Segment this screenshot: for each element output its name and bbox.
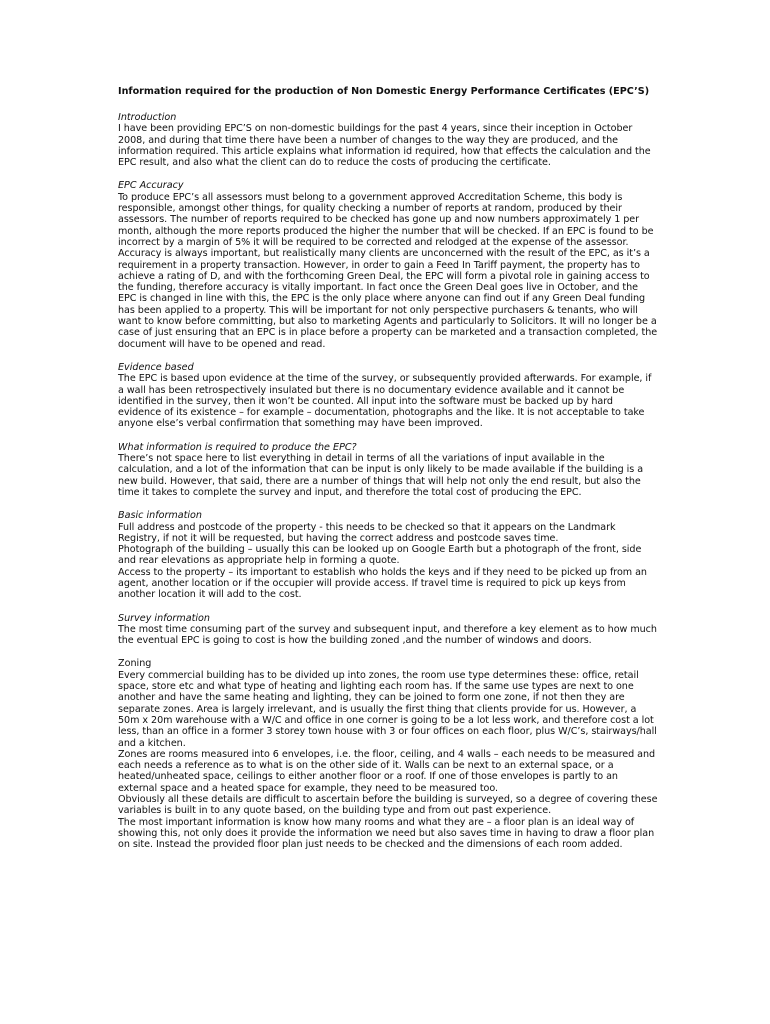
section-survey-information <box>118 613 658 647</box>
section-basic-information <box>118 510 658 600</box>
paragraph: To produce EPC’s all assessors must belong to a government approved Accreditation Scheme, this body is responsible, amongst other things, for quality checking a number of reports at random, produced by their assessors. The number of reports required to be checked has gone up and now numbers approximately 1 per month, although the more reports produced the higher the number that will be checked. If an EPC is found to be incorrect by a margin of 5% it will be required to be corrected and relodged at the expense of the assessor. <box>118 191 654 248</box>
section-heading: Evidence based <box>118 361 194 373</box>
paragraph: Obviously all these details are difficult to ascertain before the building is surveyed, so a degree of covering these variables is built in to any quote based, on the building type and from out past experience. <box>118 794 658 817</box>
section-heading: Survey information <box>118 612 210 624</box>
section-heading: What information is required to produce the EPC? <box>118 441 357 453</box>
paragraph: Full address and postcode of the property - this needs to be checked so that it appears on the Landmark Registry, if not it will be requested, but having the correct address and postcode saves time. <box>118 521 616 544</box>
section-heading: EPC Accuracy <box>118 180 184 192</box>
section-heading: Zoning <box>118 658 152 670</box>
section-heading: Introduction <box>118 112 177 123</box>
paragraph: Every commercial building has to be divided up into zones, the room use type determines these: office, retail space, store etc and what type of heating and lighting each room has. If the same use types are next to one another and have the same heating and lighting, they can be joined to form one zone, if not then they are separate zones. Area is largely irrelevant, and is usually the first thing that clients provide for us. However, a 50m x 20m warehouse with a W/C and office in one corner is going to be a lot less work, and therefore cost a lot less, than an office in a former 3 storey town house with 3 or four offices on each floor, plus W/C’s, stairways/hall and a kitchen. <box>118 669 657 749</box>
paragraph: The most important information is know how many rooms and what they are – a floor plan is an ideal way of showing this, not only does it provide the information we need but also saves time in having to draw a floor plan on site. Instead the provided floor plan just needs to be checked and the dimensions of each room added. <box>118 816 655 851</box>
section-epc-accuracy <box>118 180 658 349</box>
paragraph: The EPC is based upon evidence at the time of the survey, or subsequently provided afterwards. For example, if a wall has been retrospectively insulated but there is no documentary evidence available and it cannot be identified in the survey, then it won’t be counted. All input into the software must be backed up by hard evidence of its existence – for example – documentation, photographs and the like. It is not acceptable to take anyone else’s verbal confirmation that something may have been improved. <box>118 373 652 430</box>
paragraph: Photograph of the building – usually this can be looked up on Google Earth but a photograph of the front, side and rear elevations as appropriate help in forming a quote. <box>118 544 642 567</box>
section-information-required <box>118 442 658 498</box>
section-zoning <box>118 658 658 850</box>
section-evidence-based <box>118 362 658 430</box>
document-page <box>118 86 658 863</box>
paragraph: I have been providing EPC’S on non-domestic buildings for the past 4 years, since their inception in October 2008, and during that time there have been a number of changes to the way they are produced, and the information required. This article explains what information id required, how that effects the calculation and the EPC result, and also what the client can do to reduce the costs of producing the certificate. <box>118 123 651 169</box>
paragraph: There’s not space here to list everything in detail in terms of all the variations of input available in the calculation, and a lot of the information that can be input is only likely to be made available if the building is a new build. However, that said, there are a number of things that will help not only the end result, but also the time it takes to complete the survey and input, and therefore the total cost of producing the EPC. <box>118 453 644 498</box>
section-introduction <box>118 112 658 168</box>
document-title: Information required for the production of Non Domestic Energy Performance Certificates (EPC’S) <box>118 86 650 97</box>
paragraph: Access to the property – its important to establish who holds the keys and if they need to be picked up from an agent, another location or if the occupier will provide access. If travel time is required to pick up keys from another location it will add to the cost. <box>118 566 647 601</box>
paragraph: Zones are rooms measured into 6 envelopes, i.e. the floor, ceiling, and 4 walls – each needs to be measured and each needs a reference as to what is on the other side of it. Walls can be next to an external space, or a heated/unheated space, ceilings to either another floor or a roof. If one of those envelopes is partly to an external space and a heated space for example, they need to be measured too. <box>118 748 656 794</box>
paragraph: The most time consuming part of the survey and subsequent input, and therefore a key element as to how much the eventual EPC is going to cost is how the building zoned ,and the number of windows and doors. <box>118 623 657 647</box>
section-heading: Basic information <box>118 510 202 522</box>
paragraph: Accuracy is always important, but realistically many clients are unconcerned with the result of the EPC, as it’s a requirement in a property transaction. However, in order to gain a Feed In Tariff payment, the property has to achieve a rating of D, and with the forthcoming Green Deal, the EPC will form a pivotal role in gaining access to the funding, therefore accuracy is vitally important. In fact once the Green Deal goes live in October, and the EPC is changed in line with this, the EPC is the only place where anyone can find out if any Green Deal funding has been applied to a property. This will be important for not only perspective purchasers & tenants, who will want to know before committing, but also to marketing Agents and particularly to Solicitors. It will no longer be a case of just ensuring that an EPC is in place before a property can be marketed and a transaction completed, the document will have to be opened and read. <box>118 248 658 350</box>
